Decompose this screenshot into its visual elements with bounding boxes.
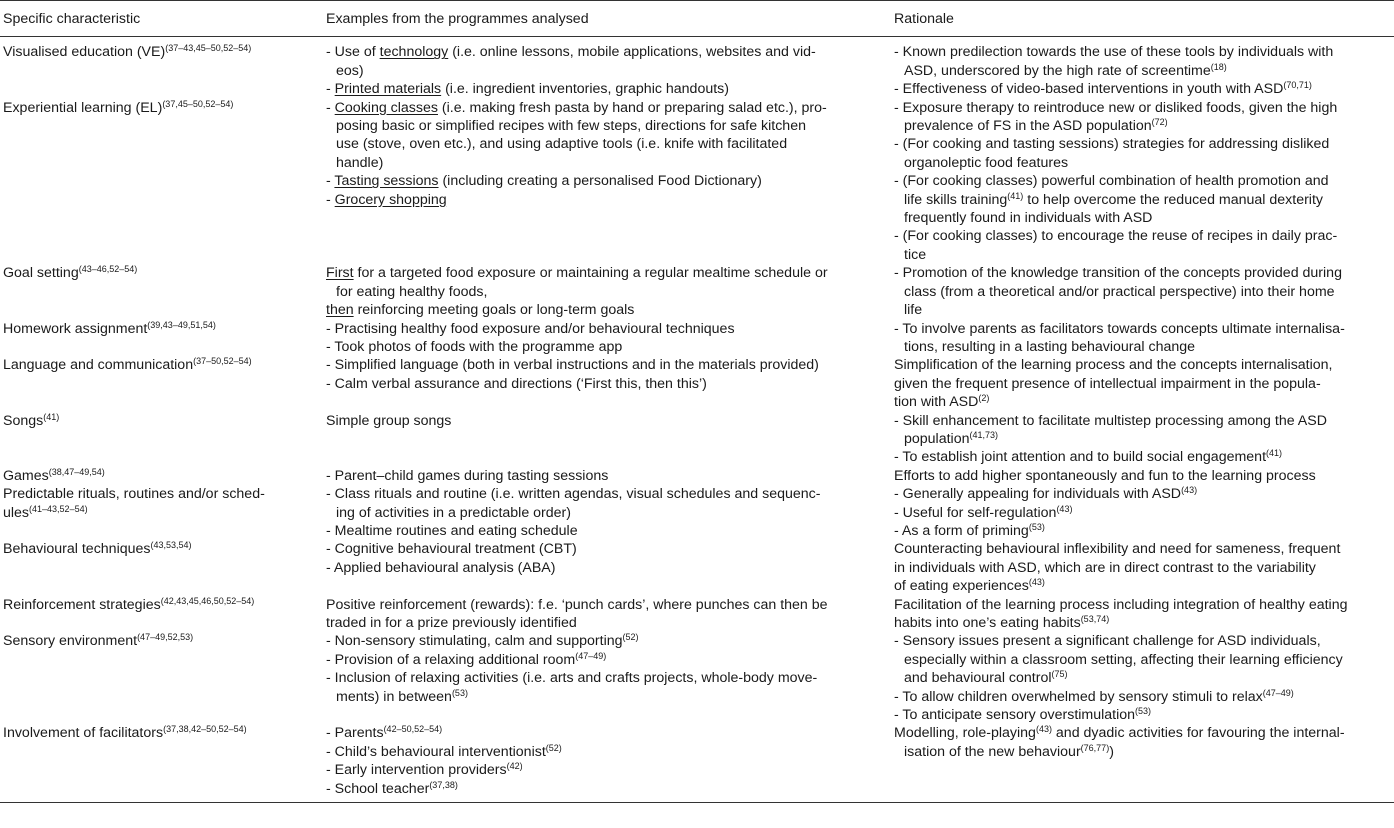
cell-rationale: Efforts to add higher spontaneously and fun to the learning process [894, 467, 1316, 484]
table-row [0, 412, 1394, 467]
table-row [0, 37, 1394, 99]
cell-examples: - Class rituals and routine (i.e. written agendas, visual schedules and sequenc- ing of activities in a predictable order) - Mealtime routines and eating schedule [326, 486, 821, 539]
cell-characteristic: Goal setting$^{(43-46,52-54)}$ [3, 264, 138, 282]
cell-rationale: Counteracting behavioural inflexibility and need for sameness, frequent in individuals with ASD, which are in direct contrast to the variability of eating experiences$^{(43)}$ [894, 541, 1341, 595]
cell-examples: - Simplified language (both in verbal instructions and in the materials provided) - Calm verbal assurance and directions (‘First this, then this’) [326, 357, 819, 392]
cell-examples: - Cognitive behavioural treatment (CBT) - Applied behavioural analysis (ABA) [326, 541, 577, 576]
cell-characteristic: Songs$^{(41)}$ [3, 411, 60, 429]
table-row [0, 356, 1394, 411]
cell-rationale: Modelling, role-playing$^{(43)}$ and dyadic activities for favouring the internal- isation of the new behaviour$^{(76,77)}$) [891, 724, 1394, 802]
cell-rationale: - Sensory issues present a significant challenge for ASD individuals, especially within a classroom setting, affecting their learning efficiency and behavioural control$^{(75)}$ - To allow children overwhelmed by sensory stimuli to relax$^{(47-49)}$ - To anticipate sensory overstimulation$^{(53)}$ [894, 633, 1343, 724]
cell-characteristic: Homework assignment$^{(39,43-49,51,54)}$ [3, 319, 216, 337]
table-header-row [0, 1, 1394, 37]
cell-characteristic: Behavioural techniques$^{(43,53,54)}$ [3, 540, 192, 558]
cell-characteristic: Language and communication$^{(37-50,52-54)}$ [3, 356, 252, 374]
cell-rationale: - Generally appealing for individuals with ASD$^{(43)}$ - Useful for self-regulation$^{(43)}$ - As a form of priming$^{(53)}$ [894, 485, 1198, 539]
cell-characteristic: Involvement of facilitators$^{(37,38,42-50,52-54)}$ [0, 724, 323, 802]
header-rationale: Rationale [891, 1, 1394, 37]
cell-rationale: - Exposure therapy to reintroduce new or disliked foods, given the high prevalence of FS in the ASD population$^{(72)}$ - (For cooking and tasting sessions) strategies for addressing disliked organoleptic food features - (For cooking classes) powerful combination of health promotion and life skills training$^{(41)}$ to help overcome the reduced manual dexterity frequently found in individuals with ASD - (For cooking classes) to encourage the reuse of recipes in daily prac- tice [894, 99, 1338, 263]
cell-examples: - Practising healthy food exposure and/or behavioural techniques - Took photos of foods with the programme app [326, 320, 735, 355]
cell-rationale: Simplification of the learning process and the concepts internalisation, given the frequent presence of intellectual impairment in the popula- tion with ASD$^{(2)}$ [894, 357, 1333, 411]
cell-examples: Positive reinforcement (rewards): f.e. ‘punch cards’, where punches can then be traded in for a prize previously identified [326, 596, 828, 631]
table-row [0, 99, 1394, 265]
cell-examples: - Parents$^{(42-50,52-54)}$ - Child’s behavioural interventionist$^{(52)}$ - Early intervention providers$^{(42)}$ - School teacher$^{(37,38)}$ [323, 724, 891, 802]
table-row [0, 540, 1394, 595]
cell-characteristic: Experiential learning (EL)$^{(37,45-50,52-54)}$ [3, 98, 234, 116]
cell-characteristic: Games$^{(38,47-49,54)}$ [3, 466, 105, 484]
table-row [0, 320, 1394, 357]
cell-examples: - Non-sensory stimulating, calm and supporting$^{(52)}$ - Provision of a relaxing additional room$^{(47-49)}$ - Inclusion of relaxing activities (i.e. arts and crafts projects, whole-body move- ments) in between$^{(53)}$ [326, 632, 818, 705]
header-characteristic: Specific characteristic [0, 1, 323, 37]
cell-rationale: Facilitation of the learning process including integration of healthy eating habits into one’s eating habits$^{(53,74)}$ [894, 596, 1348, 631]
cell-rationale: - To involve parents as facilitators towards concepts ultimate internalisa- tions, resulting in a lasting behavioural change [894, 320, 1345, 355]
table-row [0, 632, 1394, 724]
cell-examples: - Parent–child games during tasting sessions [326, 467, 609, 484]
cell-characteristic: Reinforcement strategies$^{(42,43,45,46,50,52-54)}$ [3, 595, 255, 613]
table-row [0, 264, 1394, 319]
table-row [0, 485, 1394, 540]
cell-rationale: - Known predilection towards the use of these tools by individuals with ASD, underscored by the high rate of screentime$^{(18)}$ - Effectiveness of video-based interventions in youth with ASD$^{(70,71)}$ [894, 44, 1334, 98]
cell-examples: - Cooking classes (i.e. making fresh pasta by hand or preparing salad etc.), pro- posing basic or simplified recipes with few steps, directions for safe kitchen use (stove, oven etc.), and using adaptive tools (i.e. knife with facilitated handle) - Tasting sessions (including creating a personalised Food Dictionary) - Grocery shopping [326, 99, 827, 208]
header-examples: Examples from the programmes analysed [323, 1, 891, 37]
cell-examples: First for a targeted food exposure or maintaining a regular mealtime schedule or for eating healthy foods, then reinforcing meeting goals or long-term goals [326, 265, 828, 319]
cell-characteristic: Visualised education (VE)$^{(37-43,45-50,52-54)}$ [3, 43, 252, 61]
table-row [0, 724, 1394, 802]
cell-characteristic: Sensory environment$^{(47-49,52,53)}$ [3, 632, 194, 650]
cell-examples: - Use of technology (i.e. online lessons, mobile applications, websites and vid- eos) - Printed materials (i.e. ingredient inventories, graphic handouts) [326, 44, 816, 98]
cell-examples: Simple group songs [326, 412, 452, 429]
cell-rationale: - Promotion of the knowledge transition of the concepts provided during class (from a theoretical and/or practical perspective) into their home life [894, 265, 1342, 319]
cell-characteristic: Predictable rituals, routines and/or sched- ules$^{(41-43,52-54)}$ [3, 486, 265, 521]
cell-rationale: - Skill enhancement to facilitate multistep processing among the ASD population$^{(41,73)}$ - To establish joint attention and to build social engagement$^{(41)}$ [894, 412, 1327, 466]
table-row [0, 596, 1394, 633]
table-row [0, 467, 1394, 485]
